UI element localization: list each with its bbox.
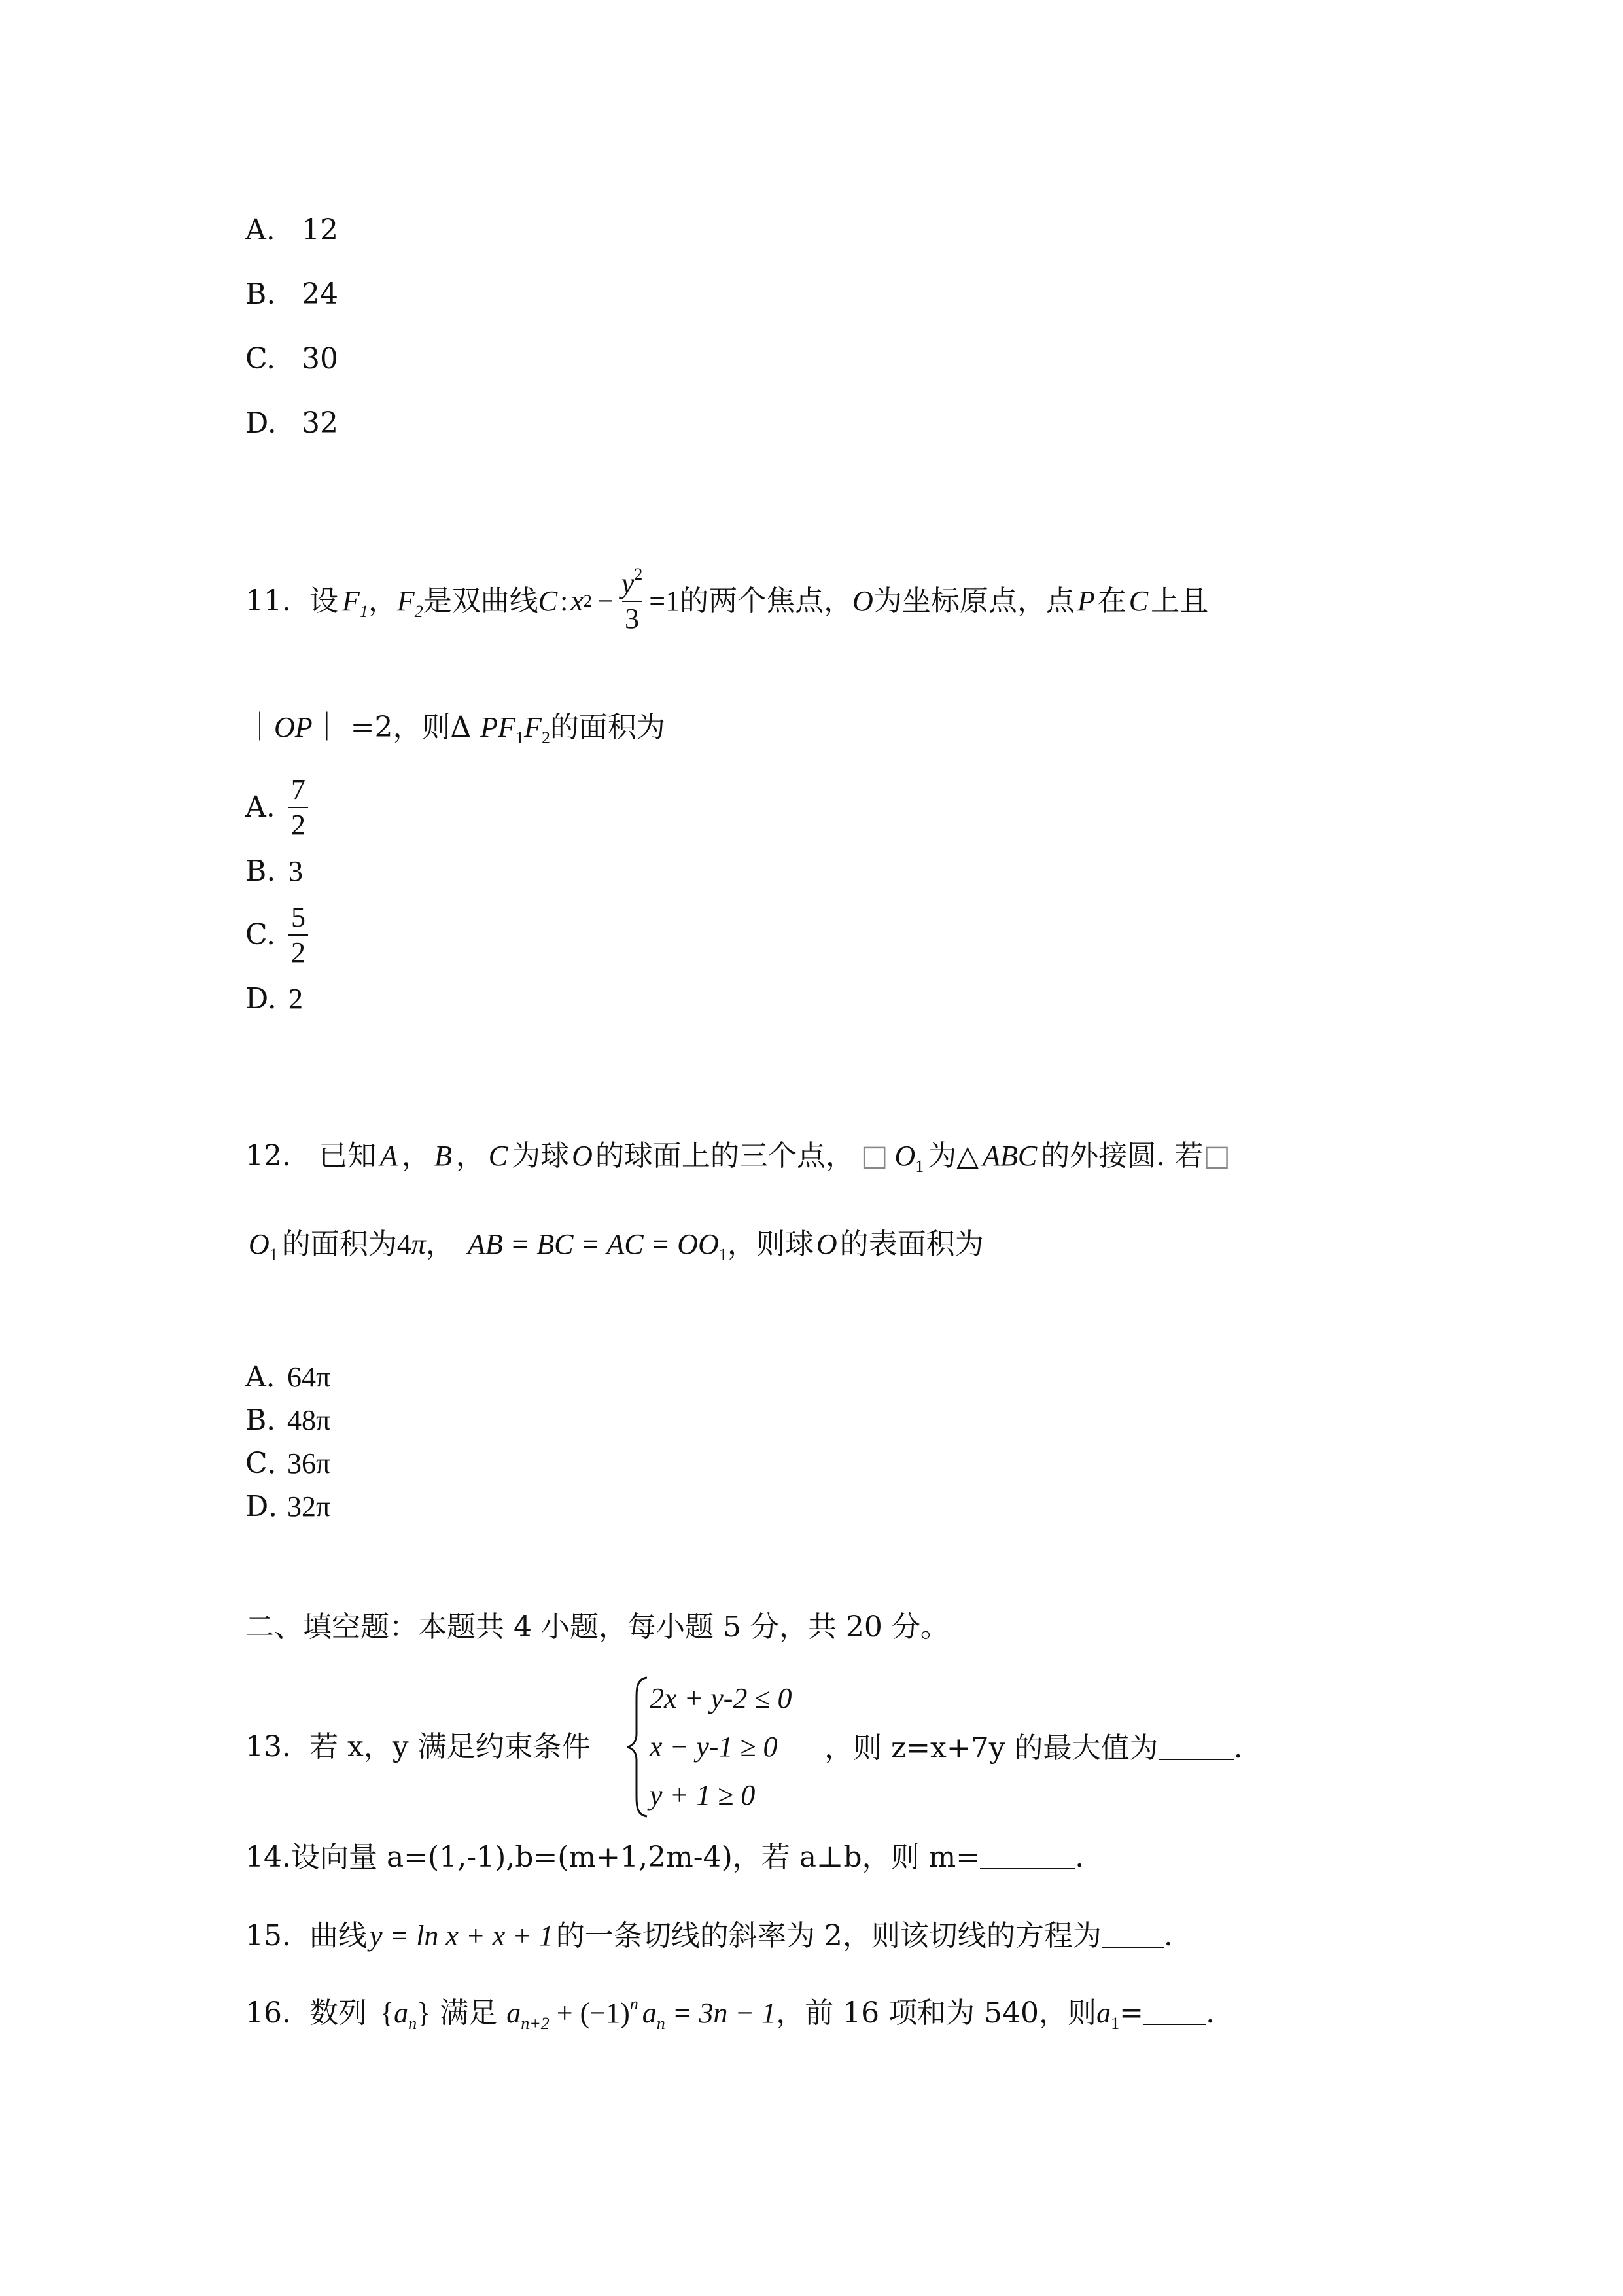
q12-option-d — [245, 1492, 330, 1521]
option-label: C． — [245, 1447, 296, 1480]
option-label: D. — [245, 406, 277, 440]
q10-option-a — [245, 213, 338, 247]
math-var: π — [411, 1228, 426, 1260]
fraction-5-over-2 — [288, 903, 308, 967]
math-var: O — [572, 1140, 593, 1172]
option-label: B． — [245, 1404, 296, 1437]
q12-text: ， — [401, 1139, 430, 1173]
math-op: + — [549, 1997, 580, 2029]
math-var: C — [488, 1140, 508, 1172]
q11-text: 设 — [309, 584, 338, 618]
option-value: 48π — [287, 1404, 331, 1436]
q13-text: ，则 z=x+7y 的最大值为 — [824, 1731, 1159, 1765]
q12-option-c — [245, 1449, 330, 1478]
q13 — [245, 1675, 1357, 1819]
q16 — [245, 1994, 1215, 2033]
option-label: C. — [245, 918, 276, 951]
math-sub: 2 — [541, 728, 550, 747]
q11-text: 的面积为 — [550, 711, 665, 744]
q12-stem-line2 — [249, 1227, 984, 1264]
math-var: F — [341, 585, 360, 617]
option-value: 12 — [302, 213, 338, 247]
q16-text: ，前 16 项和为 540，则 — [776, 1996, 1097, 2030]
math-var: x — [570, 585, 584, 617]
option-value: 32π — [287, 1491, 331, 1523]
q16-text: = — [1119, 1996, 1143, 2030]
set-close-brace: } — [417, 1997, 431, 2029]
q12-option-b — [245, 1406, 330, 1435]
q11-text: 为坐标原点，点 — [873, 584, 1075, 618]
option-value: 30 — [302, 342, 338, 376]
question-number: 11. — [245, 584, 291, 618]
math-sub: 1 — [915, 1157, 924, 1176]
math-sub: 1 — [1111, 2014, 1120, 2033]
math-sub: 1 — [269, 1245, 278, 1264]
option-value: 2 — [288, 983, 303, 1015]
math-num: 4 — [396, 1228, 411, 1260]
math-var: O — [816, 1228, 837, 1260]
question-number: 16. — [245, 1996, 291, 2030]
q12-text: 为△ — [928, 1139, 979, 1173]
question-number: 13. — [245, 1730, 291, 1763]
missing-glyph-box: □ — [1203, 1139, 1230, 1173]
q10-option-b — [245, 277, 338, 311]
option-label: A． — [245, 1360, 295, 1394]
q12-stem-line1 — [245, 1139, 1230, 1176]
math-sub: 1 — [359, 602, 368, 621]
math-var: O — [852, 585, 873, 617]
math-equation: y = ln x + x + 1 — [369, 1920, 553, 1952]
math-var: A — [379, 1140, 398, 1172]
math-var: a — [506, 1997, 521, 2029]
q11-text: 的两个焦点， — [680, 584, 853, 618]
math-equation: AB = BC = AC = OO — [467, 1228, 719, 1260]
q11-text: ｜ — [245, 711, 274, 744]
math-var: y — [621, 567, 635, 599]
math-op: : — [560, 585, 568, 617]
q14-text: . — [1075, 1841, 1085, 1874]
answer-blank[interactable] — [980, 1842, 1075, 1869]
q10-option-c — [245, 342, 338, 376]
q11-text: ｜ =2，则Δ — [312, 711, 472, 744]
q11-text: 是双曲线 — [423, 584, 538, 618]
math-sub: n+2 — [521, 2014, 550, 2033]
q14 — [245, 1842, 1084, 1872]
math-var: a — [394, 1997, 409, 2029]
math-sub: n — [656, 2014, 665, 2033]
q11-text: ， — [368, 584, 397, 618]
math-sub: 2 — [414, 602, 423, 621]
q12-text: ， — [455, 1139, 485, 1173]
left-brace-icon — [625, 1675, 651, 1819]
math-sup: n — [629, 1994, 638, 2013]
constraint-2: x − y-1 ≥ 0 — [650, 1731, 778, 1763]
option-label: B. — [245, 277, 276, 311]
math-var: OP — [274, 711, 313, 743]
q11-option-a — [245, 775, 308, 839]
q13-text: 若 x，y 满足约束条件 — [309, 1730, 591, 1763]
set-open-brace: { — [379, 1997, 394, 2029]
q12-text: 已知 — [318, 1139, 376, 1173]
math-PF1F2 — [480, 711, 550, 747]
math-num: 5 — [291, 901, 305, 933]
option-label: A. — [245, 790, 275, 824]
answer-blank[interactable] — [1143, 1998, 1206, 2025]
q13-prefix — [245, 1730, 591, 1763]
math-num: 7 — [291, 773, 305, 805]
q12-text: 的表面积为 — [839, 1227, 984, 1261]
q12-text: 的球面上的三个点， — [595, 1139, 854, 1173]
option-value: 64π — [287, 1361, 331, 1393]
math-den: 2 — [288, 807, 308, 839]
math-sup: 2 — [634, 565, 643, 584]
q11-stem-line2 — [245, 711, 665, 747]
option-value: 32 — [302, 406, 338, 440]
math-sub: 1 — [718, 1245, 727, 1264]
q16-text: 满足 — [440, 1996, 498, 2030]
q12-option-a — [245, 1360, 331, 1394]
math-op: − — [597, 585, 614, 617]
q12-text: 为球 — [512, 1139, 570, 1173]
math-var: ABC — [983, 1140, 1038, 1172]
section-heading: 二、填空题：本题共 4 小题，每小题 5 分，共 20 分。 — [245, 1610, 949, 1644]
math-den: 3 — [622, 601, 642, 633]
math-equation: = 3n − 1 — [665, 1997, 777, 2029]
q14-text: 14.设向量 a=(1,-1),b=(m+1,2m-4)，若 a⊥b，则 m= — [245, 1841, 981, 1874]
math-eq: =1 — [649, 585, 680, 617]
q12-text: 的外接圆. 若 — [1041, 1139, 1204, 1173]
q16-text: 数列 — [309, 1996, 367, 2030]
q11-text: 上且 — [1151, 584, 1209, 618]
option-value: 36π — [287, 1447, 331, 1479]
math-den: 2 — [288, 934, 308, 967]
question-number: 12. — [245, 1139, 291, 1173]
fraction-7-over-2 — [288, 775, 308, 839]
math-term: (−1) — [580, 1997, 630, 2029]
q11-stem-line1: 11. 设 $F_1$ ， $F_2$ 是双曲线 C : x 2 − $\frac{y^2}{3}$ =1 的两个焦点， O 为坐标原点，点 P 在 C 上且 — [245, 565, 1209, 635]
option-value: 3 — [288, 855, 303, 887]
math-var: PF — [480, 711, 516, 743]
q11-option-c — [245, 903, 308, 967]
math-var: O — [249, 1228, 270, 1260]
math-var: P — [1077, 585, 1095, 617]
q13-text: . — [1233, 1731, 1243, 1765]
question-number: 15. — [245, 1919, 291, 1952]
option-value: 24 — [302, 277, 338, 311]
math-sub: 1 — [515, 728, 525, 747]
q15 — [245, 1920, 1173, 1951]
q15-text: . — [1163, 1919, 1173, 1952]
q15-text: 的一条切线的斜率为 2，则该切线的方程为 — [555, 1919, 1102, 1952]
option-label: D． — [245, 1490, 298, 1523]
q11-text: 在 — [1097, 584, 1126, 618]
answer-blank[interactable] — [1102, 1920, 1164, 1948]
math-sub: n — [408, 2014, 417, 2033]
q11-option-d — [245, 982, 303, 1016]
option-label: B. — [245, 855, 276, 888]
math-var: C — [538, 585, 558, 617]
q12-text: ，则球 — [727, 1227, 814, 1261]
fraction-y2-over-3 — [619, 565, 646, 635]
constraint-3: y + 1 ≥ 0 — [650, 1779, 756, 1811]
q10-option-d — [245, 406, 338, 440]
q11-option-b — [245, 857, 303, 886]
math-var: C — [1128, 585, 1149, 617]
math-var: a — [1096, 1997, 1111, 2029]
math-var: B — [434, 1140, 452, 1172]
missing-glyph-box: □ — [860, 1139, 888, 1173]
q13-suffix — [824, 1733, 1243, 1763]
math-F1 — [341, 585, 368, 621]
q12-text: ， — [425, 1227, 455, 1261]
q12-text: 的面积为 — [281, 1227, 397, 1261]
constraint-1: 2x + y-2 ≤ 0 — [650, 1682, 792, 1714]
math-var: F — [524, 711, 542, 743]
option-label: A. — [245, 213, 275, 247]
q15-text: 曲线 — [309, 1919, 367, 1952]
option-label: C. — [245, 342, 276, 376]
option-label: D. — [245, 982, 277, 1016]
math-var: a — [642, 1997, 657, 2029]
math-var: F — [396, 585, 415, 617]
q16-text: . — [1205, 1996, 1215, 2030]
math-F2 — [396, 585, 423, 621]
answer-blank[interactable] — [1159, 1733, 1234, 1760]
math-var: O — [894, 1140, 916, 1172]
